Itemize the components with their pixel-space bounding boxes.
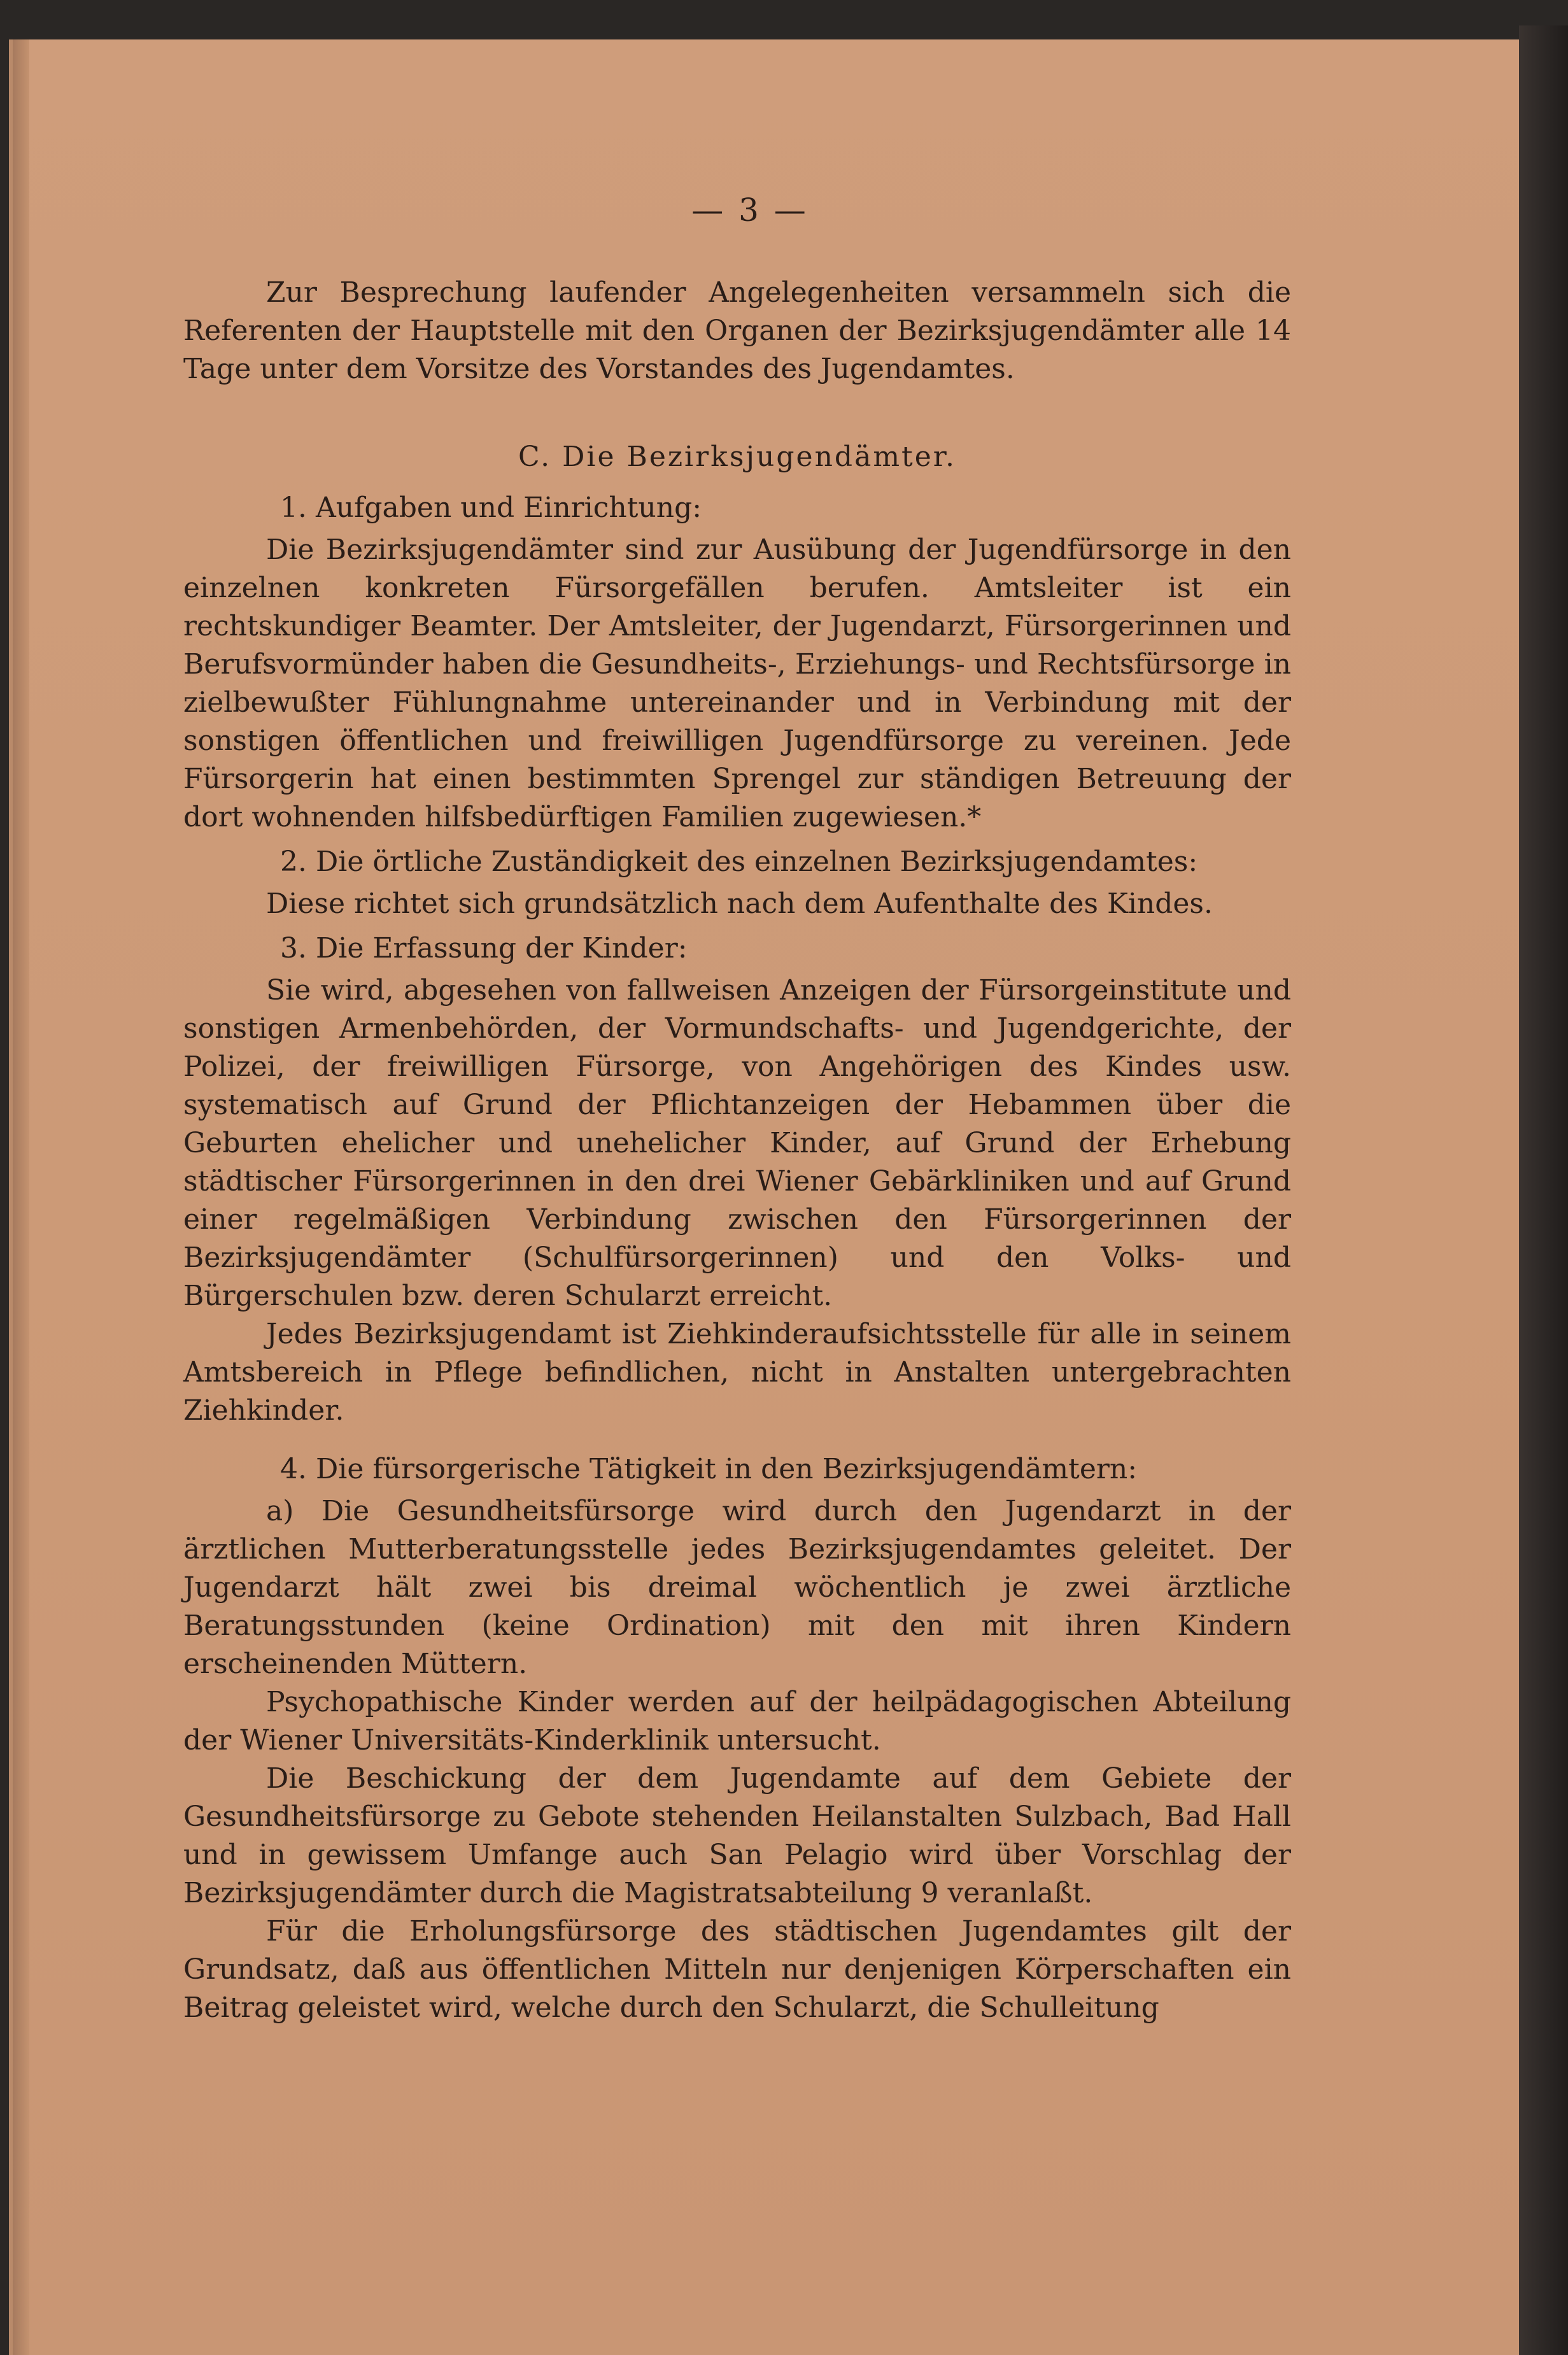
- subsection-heading-1: 1. Aufgaben und Einrichtung:: [280, 492, 702, 524]
- page-number: — 3 —: [691, 192, 809, 229]
- book-page: [9, 39, 1519, 2355]
- subsection-heading-4: 4. Die fürsorgerische Tätigkeit in den Bezirksjugendämtern:: [280, 1453, 1138, 1485]
- paragraph: Jedes Bezirksjugendamt ist Ziehkinderaufsichtsstelle für alle in seinem Amtsbereich in Pflege befindlichen, nicht in Anstalten untergebrachten Ziehkinder.: [183, 1318, 1291, 1427]
- page-content: [183, 191, 1291, 2027]
- subsection-heading-3: 3. Die Erfassung der Kinder:: [280, 932, 688, 965]
- page-binding-shadow: [13, 39, 29, 2355]
- section-title: C. Die Bezirksjugendämter.: [518, 441, 956, 473]
- spacer: [183, 1430, 1291, 1444]
- paragraph: Psychopathische Kinder werden auf der heilpädagogischen Abteilung der Wiener Universitäts-Kinderklinik untersucht.: [183, 1686, 1291, 1757]
- book-cover-edge: [1519, 25, 1568, 2355]
- paragraph: Die Beschickung der dem Jugendamte auf dem Gebiete der Gesundheitsfürsorge zu Gebote stehenden Heilanstalten Sulzbach, Bad Hall und in gewissem Umfange auch San Pelagio wird über Vorschlag der Bezirksjugendämter durch die Magistratsabteilung 9 veranlaßt.: [183, 1762, 1291, 1909]
- paragraph: Diese richtet sich grundsätzlich nach dem Aufenthalte des Kindes.: [266, 888, 1213, 920]
- intro-paragraph: Zur Besprechung laufender Angelegenheiten versammeln sich die Referenten der Hauptstelle mit den Organen der Bezirksjugendämter alle 14 Tage unter dem Vorsitze des Vorstandes des Jugendamtes.: [183, 276, 1291, 385]
- paragraph: Sie wird, abgesehen von fallweisen Anzeigen der Fürsorgeinstitute und sonstigen Armenbehörden, der Vormundschafts- und Jugendgerichte, der Polizei, der freiwilligen Fürsorge, von Angehörigen des Kindes usw. systematisch auf Grund der Pflichtanzeigen der Hebammen über die Geburten ehelicher und unehelicher Kinder, auf Grund der Erhebung städtischer Fürsorgerinnen in den drei Wiener Gebärkliniken und auf Grund einer regelmäßigen Verbindung zwischen den Fürsorgerinnen der Bezirksjugendämter (Schulfürsorgerinnen) und den Volks- und Bürgerschulen bzw. deren Schularzt erreicht.: [183, 974, 1291, 1312]
- paragraph: a) Die Gesundheitsfürsorge wird durch den Jugendarzt in der ärztlichen Mutterberatungsstelle jedes Bezirksjugendamtes geleitet. Der Jugendarzt hält zwei bis dreimal wöchentlich je zwei ärztliche Beratungsstunden (keine Ordination) mit den mit ihren Kindern erscheinenden Müttern.: [183, 1495, 1291, 1680]
- paragraph: Die Bezirksjugendämter sind zur Ausübung der Jugendfürsorge in den einzelnen konkreten Fürsorgefällen berufen. Amtsleiter ist ein rechtskundiger Beamter. Der Amtsleiter, der Jugendarzt, Fürsorgerinnen und Berufsvormünder haben die Gesundheits-, Erziehungs- und Rechtsfürsorge in zielbewußter Fühlungnahme untereinander und in Verbindung mit der sonstigen öffentlichen und freiwilligen Jugendfürsorge zu vereinen. Jede Fürsorgerin hat einen bestimmten Sprengel zur ständigen Betreuung der dort wohnenden hilfsbedürftigen Familien zugewiesen.*: [183, 534, 1291, 833]
- subsection-heading-2: 2. Die örtliche Zuständigkeit des einzelnen Bezirksjugendamtes:: [280, 845, 1198, 878]
- paragraph: Für die Erholungsfürsorge des städtischen Jugendamtes gilt der Grundsatz, daß aus öffentlichen Mitteln nur denjenigen Körperschaften ein Beitrag geleistet wird, welche durch den Schularzt, die Schulleitung: [183, 1915, 1291, 2024]
